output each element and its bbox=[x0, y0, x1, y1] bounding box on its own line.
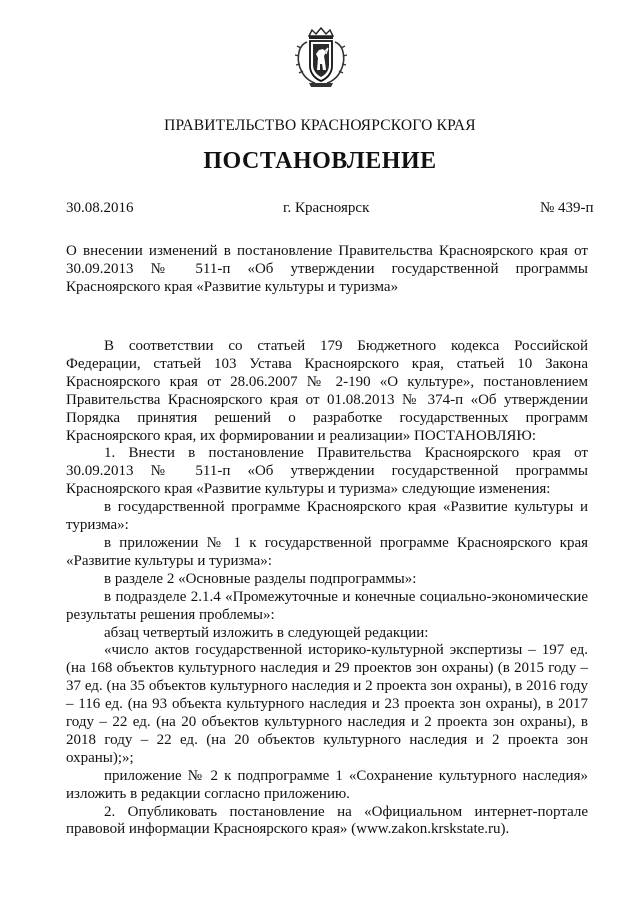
document-body bbox=[66, 338, 588, 839]
document-number: № 439-п bbox=[540, 200, 594, 216]
body-paragraph: в подразделе 2.1.4 «Промежуточные и конечные социально-экономические результаты решения проблемы»: bbox=[66, 588, 588, 623]
body-paragraph: абзац четвертый изложить в следующей редакции: bbox=[104, 624, 429, 641]
coat-of-arms-icon bbox=[293, 26, 349, 90]
government-name: ПРАВИТЕЛЬСТВО КРАСНОЯРСКОГО КРАЯ bbox=[164, 117, 476, 134]
body-paragraph: в государственной программе Красноярского края «Развитие культуры и туризма»: bbox=[66, 499, 588, 534]
body-paragraph: В соответствии со статьей 179 Бюджетного кодекса Российской Федерации, статьей 103 Устава Красноярского края, статьей 10 Закона Красноярского края от 28.06.2007 № 2-190 «О культуре», постановлением Правительства Красноярского края от 01.08.2013 № 374-п «Об утверждении Порядка принятия решений о разработке государственных программ Красноярского края, их формировании и реализации» ПОСТАНОВЛЯЮ: bbox=[66, 338, 588, 444]
body-paragraph: приложение № 2 к подпрограмме 1 «Сохранение культурного наследия» изложить в редакции согласно приложению. bbox=[66, 767, 588, 802]
body-paragraph: в разделе 2 «Основные разделы подпрограммы»: bbox=[104, 570, 417, 587]
body-paragraph: «число актов государственной историко-культурной экспертизы – 197 ед. (на 168 объектов культурного наследия и 29 проектов зон охраны) (в 2015 году – 37 ед. (на 35 объектов культурного наследия и 2 проекта зон охраны), в 2016 году – 116 ед. (на 93 объекта культурного наследия и 23 проекта зон охраны), в 2017 году – 22 ед. (на 20 объектов культурного наследия и 2 проекта зон охраны), в 2018 году – 22 ед. (на 20 объектов культурного наследия и 2 проекта зон охраны);»; bbox=[66, 642, 588, 766]
document-subject: О внесении изменений в постановление Правительства Красноярского края от 30.09.2013 № 511-п «Об утверждении государственной программы Красноярского края «Развитие культуры и туризма» bbox=[66, 243, 588, 295]
body-paragraph: в приложении № 1 к государственной программе Красноярского края «Развитие культуры и туризма»: bbox=[66, 534, 588, 569]
document-city: г. Красноярск bbox=[283, 200, 370, 216]
document-date: 30.08.2016 bbox=[66, 200, 134, 216]
body-paragraph: 1. Внести в постановление Правительства Красноярского края от 30.09.2013 № 511-п «Об утверждении государственной программы Красноярского края «Развитие культуры и туризма» следующие изменения: bbox=[66, 445, 588, 498]
body-paragraph: 2. Опубликовать постановление на «Официальном интернет-портале правовой информации Красноярского края» (www.zakon.krskstate.ru). bbox=[66, 803, 588, 838]
document-type-title: ПОСТАНОВЛЕНИЕ bbox=[203, 148, 437, 174]
